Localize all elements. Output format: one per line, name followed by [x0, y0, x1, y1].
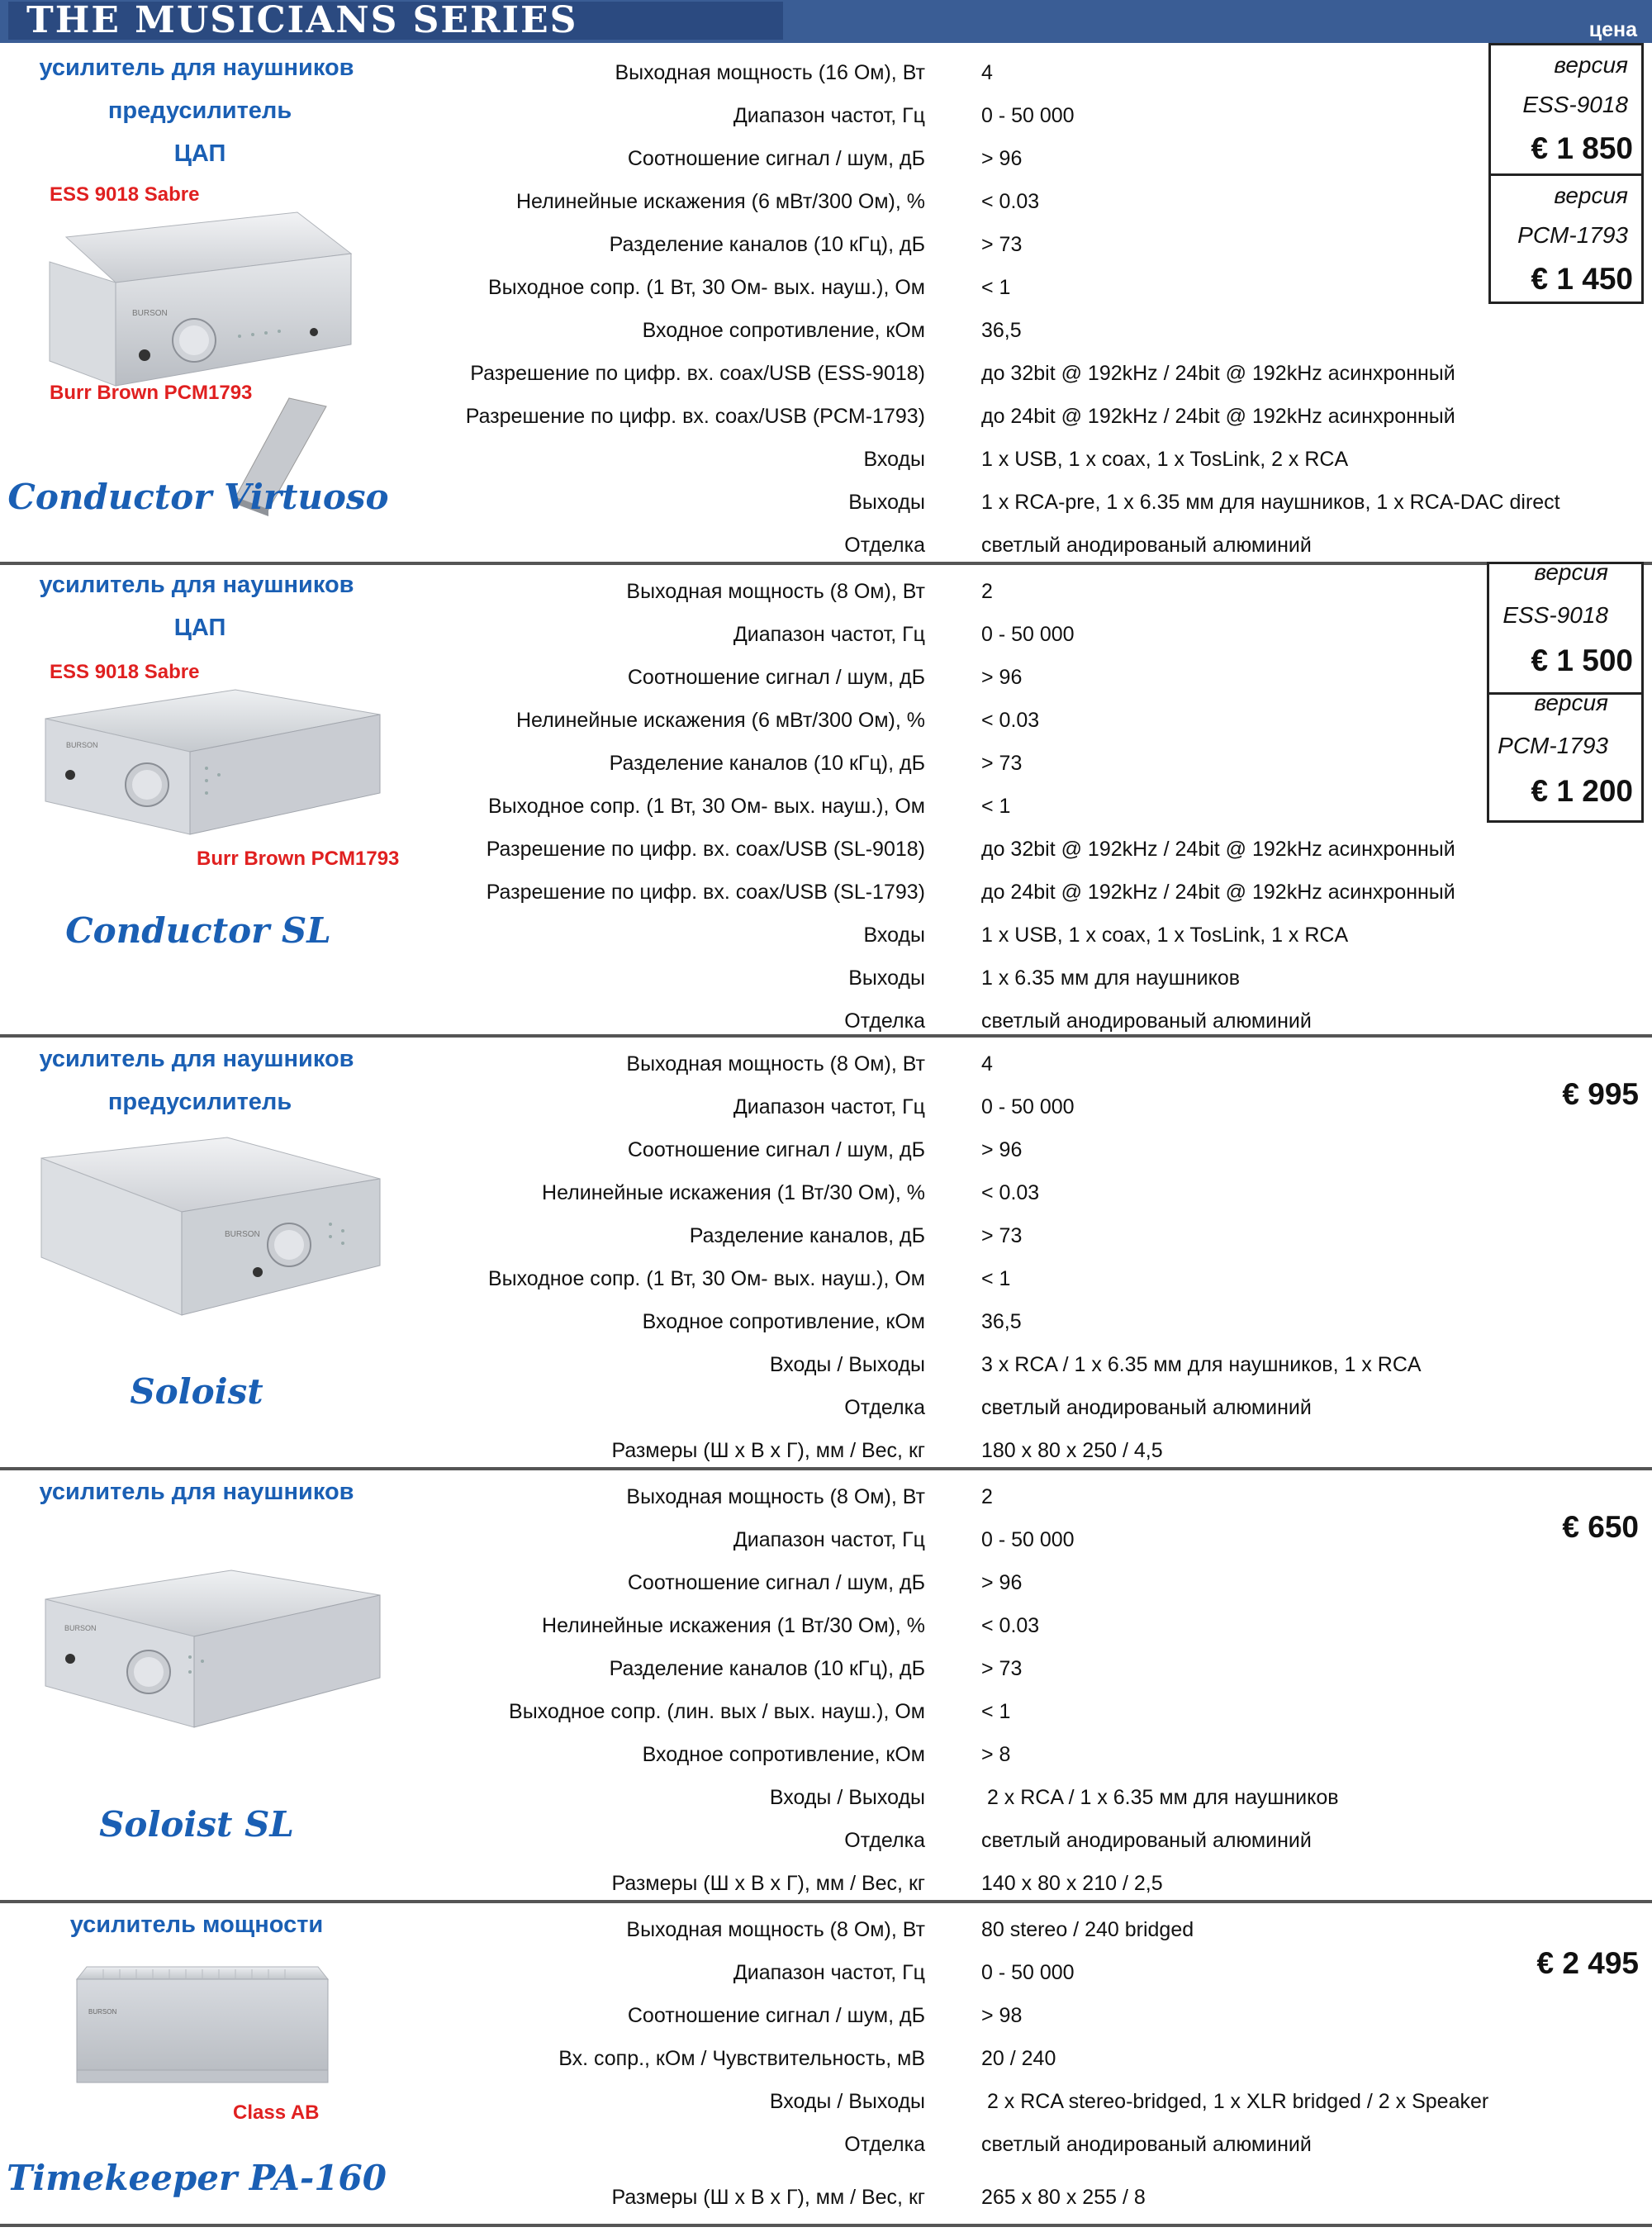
price-value: € 1 850 — [1531, 131, 1633, 165]
spec-label: Отделка — [844, 1009, 925, 1033]
spec-label: Диапазон частот, Гц — [733, 1095, 925, 1118]
spec-value: < 0.03 — [981, 1614, 1040, 1637]
spec-label: Разделение каналов (10 кГц), дБ — [609, 752, 925, 775]
spec-label: Входы / Выходы — [769, 1353, 925, 1376]
spec-label: Вх. сопр., кОм / Чувствительность, мВ — [558, 2047, 925, 2070]
spec-label: Соотношение сигнал / шум, дБ — [627, 2004, 925, 2027]
spec-label: Отделка — [844, 2133, 925, 2156]
spec-row — [0, 915, 1644, 958]
spec-label: Выходы — [848, 966, 925, 990]
model-name: Conductor Virtuoso — [7, 477, 389, 517]
spec-row — [0, 1087, 1644, 1130]
spec-value: 2 — [981, 1485, 993, 1508]
spec-label: Выходы — [848, 491, 925, 514]
spec-label: Выходная мощность (8 Ом), Вт — [626, 1918, 925, 1941]
product-section-soloist — [0, 1034, 1652, 1470]
category-label: предусилитель — [107, 1089, 292, 1115]
spec-label: Выходное сопр. (лин. вых / вых. науш.), Ом — [509, 1700, 925, 1723]
spec-row — [0, 1173, 1644, 1216]
spec-value: 1 x RCA-pre, 1 x 6.35 мм для наушников, 1 x RCA-DAC direct — [981, 491, 1560, 514]
spec-label: Отделка — [844, 1829, 925, 1852]
spec-row — [0, 1563, 1644, 1606]
chip-label: ESS 9018 Sabre — [50, 661, 200, 683]
spec-label: Разрешение по цифр. вх. coax/USB (PCM-1793) — [465, 405, 925, 428]
spec-label: Соотношение сигнал / шум, дБ — [627, 147, 925, 170]
model-name: Timekeeper PA-160 — [7, 2158, 387, 2198]
spec-label: Входы — [863, 448, 925, 471]
svg-text:BURSON: BURSON — [66, 741, 98, 749]
spec-label: Выходная мощность (8 Ом), Вт — [626, 1052, 925, 1076]
spec-value: до 32bit @ 192kHz / 24bit @ 192kHz асинхронный — [981, 838, 1455, 861]
spec-value: светлый анодированый алюминий — [981, 2133, 1312, 2156]
spec-value: 80 stereo / 240 bridged — [981, 1918, 1194, 1941]
spec-value: < 1 — [981, 1700, 1011, 1723]
product-section-conductor-sl — [0, 559, 1652, 1038]
spec-row — [0, 53, 1644, 96]
price-value: € 2 495 — [1536, 1946, 1639, 1980]
spec-value: светлый анодированый алюминий — [981, 534, 1312, 557]
spec-label: Диапазон частот, Гц — [733, 623, 925, 646]
spec-row — [0, 1649, 1644, 1692]
spec-value: < 1 — [981, 276, 1011, 299]
spec-row — [0, 1910, 1644, 1953]
spec-label: Выходная мощность (16 Ом), Вт — [615, 61, 925, 84]
spec-value: 1 x 6.35 мм для наушников — [981, 966, 1241, 990]
spec-label: Разделение каналов (10 кГц), дБ — [609, 1657, 925, 1680]
model-name: Soloist SL — [99, 1804, 294, 1845]
version-label: версия — [1534, 559, 1608, 585]
spec-label: Входы / Выходы — [769, 2090, 925, 2113]
spec-label: Входное сопротивление, кОм — [642, 1310, 925, 1333]
spec-label: Входное сопротивление, кОм — [642, 319, 925, 342]
price-cell — [1489, 559, 1641, 695]
spec-row — [0, 1735, 1644, 1778]
spec-row — [0, 268, 1644, 311]
spec-label: Разделение каналов (10 кГц), дБ — [609, 233, 925, 256]
spec-value: до 32bit @ 192kHz / 24bit @ 192kHz асинхронный — [981, 362, 1455, 385]
model-name: Conductor SL — [65, 910, 331, 951]
category-label: ЦАП — [173, 615, 226, 641]
version-label: версия — [1554, 52, 1628, 78]
spec-row — [0, 1345, 1644, 1388]
spec-value: > 96 — [981, 1138, 1023, 1161]
spec-row — [0, 1953, 1644, 1996]
spec-row — [0, 1259, 1644, 1302]
version-name: ESS-9018 — [1522, 92, 1628, 117]
version-name: ESS-9018 — [1502, 602, 1608, 628]
spec-label: Входы / Выходы — [769, 1786, 925, 1809]
spec-row — [0, 182, 1644, 225]
spec-row — [0, 2177, 1644, 2220]
svg-text:BURSON: BURSON — [88, 2008, 117, 2016]
spec-label: Отделка — [844, 1396, 925, 1419]
spec-row — [0, 311, 1644, 354]
spec-value: < 0.03 — [981, 709, 1040, 732]
spec-label: Выходное сопр. (1 Вт, 30 Ом- вых. науш.), Ом — [487, 1267, 925, 1290]
spec-row — [0, 658, 1644, 700]
spec-row — [0, 700, 1644, 743]
spec-value: > 96 — [981, 666, 1023, 689]
spec-label: Входы — [863, 924, 925, 947]
spec-row — [0, 354, 1644, 397]
spec-label: Соотношение сигнал / шум, дБ — [627, 1138, 925, 1161]
spec-row — [0, 872, 1644, 915]
version-label: версия — [1534, 690, 1608, 715]
spec-row — [0, 139, 1644, 182]
spec-value: > 73 — [981, 1224, 1023, 1247]
spec-value: 0 - 50 000 — [981, 1961, 1075, 1984]
spec-value: светлый анодированый алюминий — [981, 1009, 1312, 1033]
product-section-conductor-virtuoso — [0, 43, 1652, 565]
spec-value: 0 - 50 000 — [981, 623, 1075, 646]
spec-label: Разрешение по цифр. вх. coax/USB (ESS-9018) — [470, 362, 925, 385]
spec-value: 0 - 50 000 — [981, 1528, 1075, 1551]
spec-label: Диапазон частот, Гц — [733, 1528, 925, 1551]
price-box — [1488, 43, 1644, 304]
spec-label: Входное сопротивление, кОм — [642, 1743, 925, 1766]
spec-label: Разрешение по цифр. вх. coax/USB (SL-9018) — [486, 838, 925, 861]
version-name: PCM-1793 — [1517, 222, 1628, 248]
spec-label: Нелинейные искажения (1 Вт/30 Ом), % — [542, 1614, 925, 1637]
category-label: усилитель для наушников — [39, 1479, 354, 1505]
spec-value: > 73 — [981, 233, 1023, 256]
spec-row — [0, 1778, 1644, 1821]
product-section-soloist-sl — [0, 1467, 1652, 1903]
spec-row — [0, 829, 1644, 872]
price-value: € 1 450 — [1531, 262, 1633, 296]
spec-label: Выходное сопр. (1 Вт, 30 Ом- вых. науш.), Ом — [487, 795, 925, 818]
category-label: усилитель для наушников — [39, 1046, 354, 1072]
price-cell — [1491, 173, 1641, 306]
spec-value: > 8 — [981, 1743, 1011, 1766]
spec-row — [0, 1388, 1644, 1431]
version-name: PCM-1793 — [1498, 733, 1608, 758]
spec-value: 0 - 50 000 — [981, 1095, 1075, 1118]
spec-row — [0, 439, 1644, 482]
svg-text:BURSON: BURSON — [225, 1230, 260, 1239]
spec-value: 3 x RCA / 1 x 6.35 мм для наушников, 1 x RCA — [981, 1353, 1422, 1376]
spec-label: Диапазон частот, Гц — [733, 104, 925, 127]
spec-row — [0, 572, 1644, 615]
spec-label: Нелинейные искажения (6 мВт/300 Ом), % — [515, 190, 925, 213]
spec-value: 4 — [981, 1052, 993, 1076]
spec-row — [0, 397, 1644, 439]
chip-label: Burr Brown PCM1793 — [50, 382, 253, 404]
model-name: Soloist — [130, 1371, 263, 1412]
spec-row — [0, 1130, 1644, 1173]
spec-value: 2 — [981, 580, 993, 603]
chip-label: Burr Brown PCM1793 — [197, 848, 400, 870]
category-label: усилитель для наушников — [39, 572, 354, 598]
spec-row — [0, 1044, 1644, 1087]
spec-row — [0, 2039, 1644, 2082]
version-label: версия — [1554, 183, 1628, 208]
category-label: усилитель мощности — [69, 1911, 324, 1938]
spec-value: 36,5 — [981, 319, 1022, 342]
spec-row — [0, 743, 1644, 786]
price-value: € 995 — [1562, 1077, 1639, 1111]
chip-label: Class AB — [233, 2101, 320, 2124]
spec-value: до 24bit @ 192kHz / 24bit @ 192kHz асинхронный — [981, 881, 1455, 904]
spec-row — [0, 482, 1644, 525]
spec-label: Разделение каналов, дБ — [689, 1224, 925, 1247]
spec-value: > 98 — [981, 2004, 1023, 2027]
spec-row — [0, 1520, 1644, 1563]
spec-label: Размеры (Ш x В x Г), мм / Вес, кг — [611, 2186, 925, 2209]
spec-value: 2 x RCA / 1 x 6.35 мм для наушников — [981, 1786, 1339, 1809]
spec-row — [0, 1216, 1644, 1259]
spec-row — [0, 1692, 1644, 1735]
spec-value: 2 x RCA stereo-bridged, 1 x XLR bridged / 2 x Speaker — [981, 2090, 1489, 2113]
spec-label: Соотношение сигнал / шум, дБ — [627, 1571, 925, 1594]
spec-label: Размеры (Ш x В x Г), мм / Вес, кг — [611, 1439, 925, 1462]
spec-value: < 1 — [981, 795, 1011, 818]
spec-value: < 0.03 — [981, 1181, 1040, 1204]
spec-value: > 73 — [981, 1657, 1023, 1680]
svg-text:BURSON: BURSON — [64, 1624, 97, 1632]
spec-label: Отделка — [844, 534, 925, 557]
header-bar — [0, 0, 1652, 43]
chip-label: ESS 9018 Sabre — [50, 183, 200, 206]
spec-row — [0, 2082, 1644, 2125]
spec-value: 4 — [981, 61, 993, 84]
spec-label: Выходная мощность (8 Ом), Вт — [626, 1485, 925, 1508]
spec-row — [0, 2125, 1644, 2168]
spec-label: Выходная мощность (8 Ом), Вт — [626, 580, 925, 603]
spec-label: Размеры (Ш x В x Г), мм / Вес, кг — [611, 1872, 925, 1895]
spec-row — [0, 225, 1644, 268]
price-cell — [1489, 692, 1641, 825]
price-box — [1487, 559, 1644, 823]
spec-value: 20 / 240 — [981, 2047, 1056, 2070]
spec-label: Диапазон частот, Гц — [733, 1961, 925, 1984]
spec-row — [0, 615, 1644, 658]
spec-row — [0, 1606, 1644, 1649]
spec-value: > 73 — [981, 752, 1023, 775]
spec-label: Соотношение сигнал / шум, дБ — [627, 666, 925, 689]
svg-text:BURSON: BURSON — [132, 309, 168, 318]
spec-value: до 24bit @ 192kHz / 24bit @ 192kHz асинхронный — [981, 405, 1455, 428]
spec-value: светлый анодированый алюминий — [981, 1396, 1312, 1419]
spec-value: 0 - 50 000 — [981, 104, 1075, 127]
spec-row — [0, 958, 1644, 1001]
price-value: € 1 200 — [1531, 774, 1633, 808]
series-title: THE MUSICIANS SERIES — [8, 2, 783, 40]
spec-label: Нелинейные искажения (6 мВт/300 Ом), % — [515, 709, 925, 732]
spec-value: 180 x 80 x 250 / 4,5 — [981, 1439, 1163, 1462]
spec-value: 36,5 — [981, 1310, 1022, 1333]
spec-label: Разрешение по цифр. вх. coax/USB (SL-1793) — [486, 881, 925, 904]
price-value: € 1 500 — [1531, 643, 1633, 677]
category-label: усилитель для наушников — [39, 55, 354, 81]
product-section-timekeeper-pa-160 — [0, 1900, 1652, 2227]
price-column-heading: цена — [1588, 18, 1637, 41]
spec-value: > 96 — [981, 147, 1023, 170]
spec-row — [0, 96, 1644, 139]
spec-value: светлый анодированый алюминий — [981, 1829, 1312, 1852]
price-cell — [1491, 45, 1641, 176]
spec-value: > 96 — [981, 1571, 1023, 1594]
spec-value: 1 x USB, 1 x coax, 1 x TosLink, 2 x RCA — [981, 448, 1349, 471]
price-value: € 650 — [1562, 1510, 1639, 1544]
spec-row — [0, 786, 1644, 829]
spec-row — [0, 1477, 1644, 1520]
spec-value: < 0.03 — [981, 190, 1040, 213]
category-label: предусилитель — [107, 97, 292, 124]
spec-label: Выходное сопр. (1 Вт, 30 Ом- вых. науш.), Ом — [487, 276, 925, 299]
spec-row — [0, 1302, 1644, 1345]
category-label: ЦАП — [173, 140, 226, 167]
spec-value: 265 x 80 x 255 / 8 — [981, 2186, 1146, 2209]
spec-label: Нелинейные искажения (1 Вт/30 Ом), % — [542, 1181, 925, 1204]
spec-row — [0, 1821, 1644, 1864]
spec-value: 1 x USB, 1 x coax, 1 x TosLink, 1 x RCA — [981, 924, 1349, 947]
spec-row — [0, 1996, 1644, 2039]
spec-value: < 1 — [981, 1267, 1011, 1290]
spec-value: 140 x 80 x 210 / 2,5 — [981, 1872, 1163, 1895]
